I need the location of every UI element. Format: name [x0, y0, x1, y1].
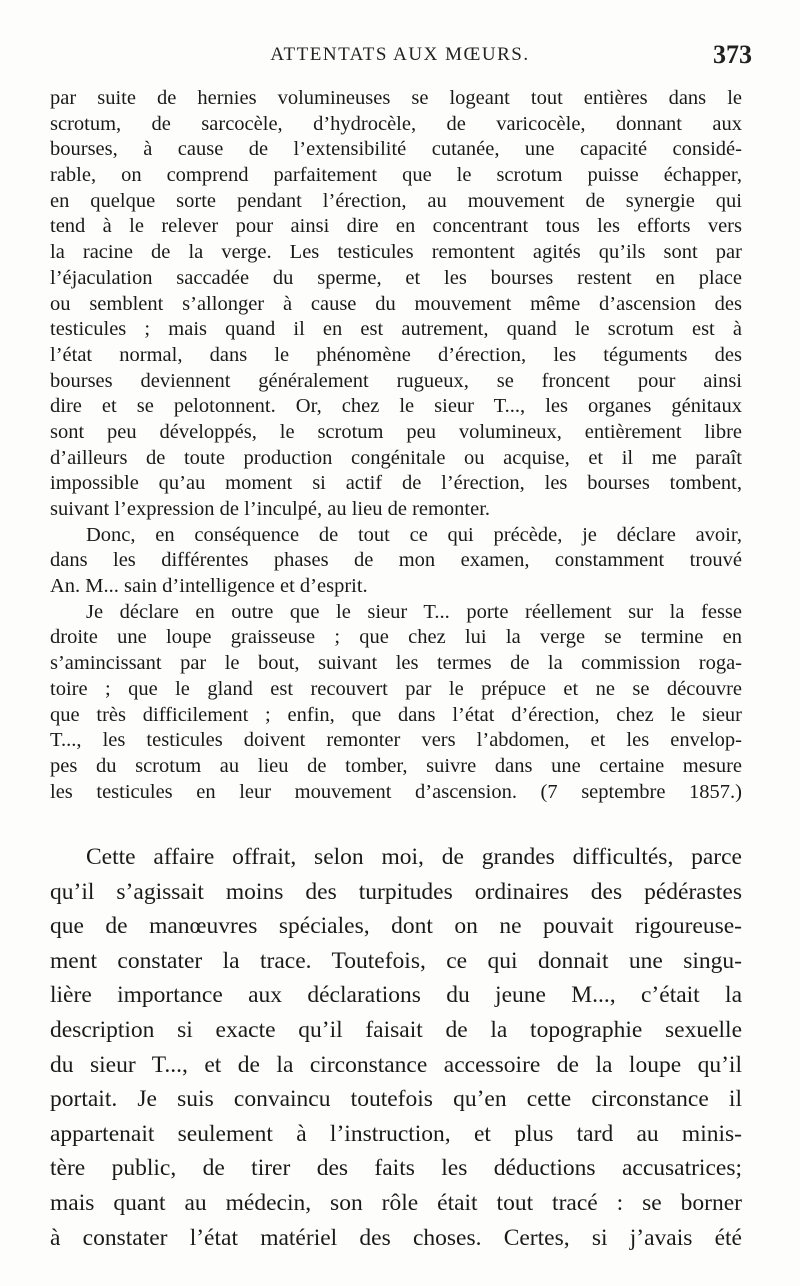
text-line: qu’il s’agissait moins des turpitudes ordinaires des pédérastes [50, 878, 742, 905]
text-line: l’éjaculation saccadée du sperme, et les bourses restent en place [50, 266, 742, 289]
text-line: dans les différentes phases de mon examen, constamment trouvé [50, 549, 742, 572]
text-line: par suite de hernies volumineuses se logeant tout entières dans le [50, 87, 742, 109]
text-line: An. M... sain d’intelligence et d’esprit. [50, 575, 368, 598]
text-line: droite une loupe graisseuse ; que chez lui la verge se termine en [50, 626, 742, 649]
text-line: description si exacte qu’il faisait de la topographie sexuelle [50, 1016, 742, 1043]
text-line: rable, on comprend parfaitement que le scrotum puisse échapper, [50, 164, 742, 187]
text-line: T..., les testicules doivent remonter vers l’abdomen, et les envelop- [50, 729, 742, 752]
text-line: la racine de la verge. Les testicules remontent agités qu’ils sont par [50, 241, 742, 264]
text-line: d’ailleurs de toute production congénitale ou acquise, et il me paraît [50, 446, 742, 469]
text-line: du sieur T..., et de la circonstance accessoire de la loupe qu’il [50, 1051, 742, 1078]
text-line: dire et se pelotonnent. Or, chez le sieur T..., les organes génitaux [50, 395, 742, 418]
running-title: ATTENTATS AUX MŒURS. [270, 44, 530, 65]
text-line: que de manœuvres spéciales, dont on ne pouvait rigoureuse- [50, 913, 742, 940]
text-line: toire ; que le gland est recouvert par le prépuce et ne se découvre [50, 677, 742, 700]
text-line: que très difficilement ; enfin, que dans l’état d’érection, chez le sieur [50, 703, 742, 726]
text-line-with-date: les testicules en leur mouvement d’ascension. (7 septembre 1857.) [50, 780, 742, 803]
text-line: lière importance aux déclarations du jeune M..., c’était la [50, 982, 742, 1009]
text-line: appartenait seulement à l’instruction, et plus tard au minis- [50, 1120, 742, 1147]
small-text-block [50, 86, 742, 805]
text-line: tend à le relever pour ainsi dire en concentrant tous les efforts vers [50, 215, 742, 238]
text-line: suivant l’expression de l’inculpé, au lieu de remonter. [50, 498, 491, 520]
paragraph-start-line: Donc, en conséquence de tout ce qui précède, je déclare avoir, [86, 523, 742, 546]
text-line: sont peu développés, le scrotum peu volumineux, entièrement libre [50, 420, 742, 443]
text-line: bourses deviennent généralement rugueux, se froncent pour ainsi [50, 369, 742, 392]
text-line: l’état normal, dans le phénomène d’érection, les téguments des [50, 343, 742, 366]
text-line: portait. Je suis convaincu toutefois qu’en cette circonstance il [50, 1086, 742, 1113]
large-text-block [50, 840, 742, 1255]
text-line: scrotum, de sarcocèle, d’hydrocèle, de varicocèle, donnant aux [50, 112, 742, 135]
paragraph-start-line: Je déclare en outre que le sieur T... porte réellement sur la fesse [86, 600, 742, 623]
text-line: testicules ; mais quand il en est autrement, quand le scrotum est à [50, 318, 742, 341]
text-line: à constater l’état matériel des choses. Certes, si j’avais été [50, 1224, 742, 1251]
text-line: impossible qu’au moment si actif de l’érection, les bourses tombent, [50, 472, 742, 495]
text-line: ou semblent s’allonger à cause du mouvement même d’ascension des [50, 292, 742, 315]
page-number: 373 [713, 40, 752, 69]
text-line: tère public, de tirer des faits les déductions accusatrices; [50, 1155, 742, 1182]
text-line: bourses, à cause de l’extensibilité cutanée, une capacité considé- [50, 138, 742, 161]
text-line: mais quant au médecin, son rôle était tout tracé : se borner [50, 1189, 742, 1216]
text-line: en quelque sorte pendant l’érection, au mouvement de synergie qui [50, 189, 742, 212]
text-line: pes du scrotum au lieu de tomber, suivre dans une certaine mesure [50, 754, 742, 777]
paragraph-start-line: Cette affaire offrait, selon moi, de grandes difficultés, parce [86, 844, 742, 870]
text-line: ment constater la trace. Toutefois, ce qui donnait une singu- [50, 947, 742, 974]
running-head [48, 40, 752, 72]
text-line: s’amincissant par le bout, suivant les termes de la commission roga- [50, 652, 742, 675]
